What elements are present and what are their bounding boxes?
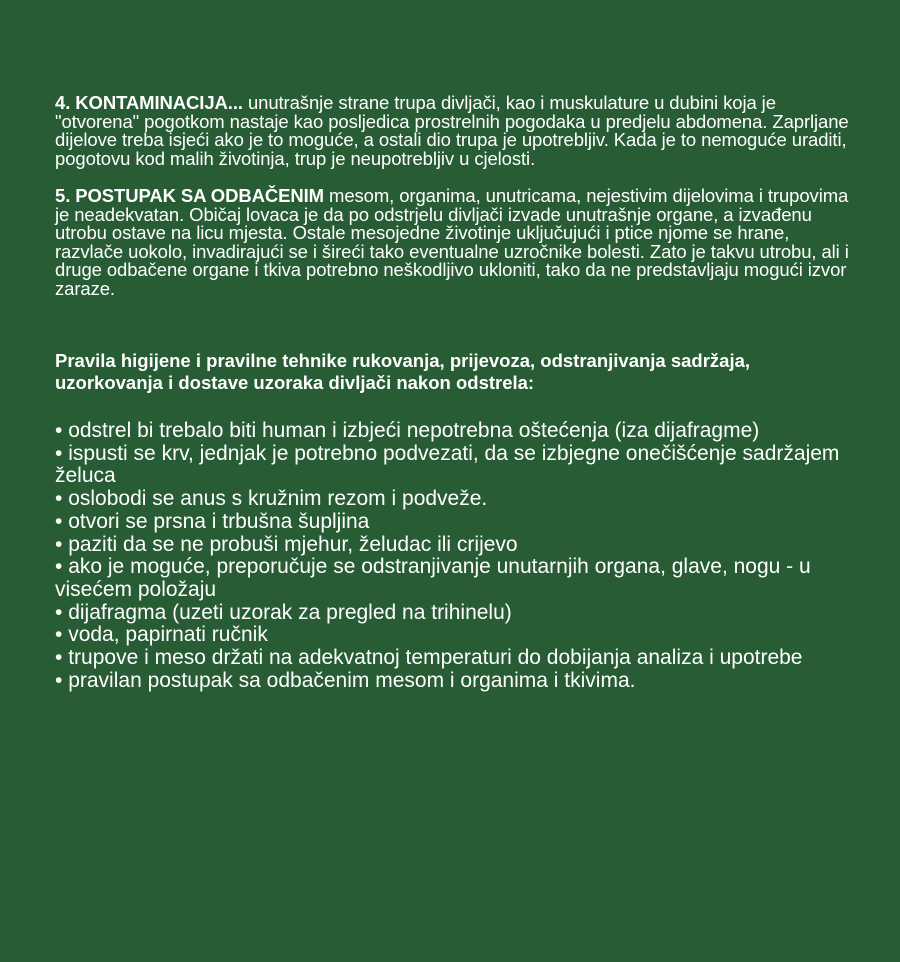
list-item-text: pravilan postupak sa odbačenim mesom i organima i tkivima.	[68, 668, 636, 692]
bullet-icon: •	[55, 419, 63, 442]
bullet-icon: •	[55, 646, 63, 670]
bullet-icon: •	[55, 555, 63, 579]
list-item	[55, 670, 855, 693]
bullet-icon: •	[55, 600, 63, 624]
hygiene-rules-list	[55, 420, 855, 692]
bullet-icon: •	[55, 441, 63, 465]
paragraph-text: mesom, organima, unutricama, nejestivim dijelovima i trupovima je neadekvatan. Običaj lovaca je da po odstrjelu divljači izvade unutrašnje organe, a izvađenu utrobu ostave na licu mjesta. Ostale mesojedne životinje uključujući i ptice njome se hrane, razvlače uokolo, invadirajući se i šireći tako eventualne uzročnike bolesti. Zato je takvu utrobu, ali i druge odbačene organe i tkiva potrebno neškodljivo ukloniti, tako da ne predstavljaju mogući izvor zaraze.	[55, 185, 849, 299]
bullet-icon: •	[55, 668, 63, 692]
paragraph-lead: 5. POSTUPAK SA ODBAČENIM	[55, 185, 324, 206]
list-item	[55, 443, 855, 488]
bullet-icon: •	[55, 487, 63, 511]
list-item-text: oslobodi se anus s kružnim rezom i podveže.	[68, 487, 488, 511]
paragraph-discarded-handling	[55, 187, 855, 298]
list-item-text: voda, papirnati ručnik	[68, 623, 268, 647]
paragraph-lead: 4. KONTAMINACIJA...	[55, 92, 243, 113]
list-item	[55, 602, 855, 625]
bullet-icon: •	[55, 623, 63, 647]
list-item-text: trupove i meso držati na adekvatnoj temperaturi do dobijanja analiza i upotrebe	[68, 646, 803, 670]
list-item	[55, 488, 855, 511]
paragraph-text: unutrašnje strane trupa divljači, kao i muskulature u dubini koja je "otvorena" pogotkom nastaje kao posljedica prostrelnih pogodaka u predjelu abdomena. Zaprljane dijelove treba isjeći ako je to moguće, a ostali dio trupa je upotrebljiv. Kada je to nemoguće uraditi, pogotovu kod malih životinja, trup je neupotrebljiv u cjelosti.	[55, 92, 849, 169]
list-item-text: odstrel bi trebalo biti human i izbjeći nepotrebna oštećenja (iza dijafragme)	[68, 419, 760, 442]
list-item	[55, 534, 855, 557]
list-item	[55, 511, 855, 534]
list-item	[55, 556, 855, 601]
list-item	[55, 420, 855, 443]
paragraph-contamination	[55, 94, 855, 168]
list-item-text: dijafragma (uzeti uzorak za pregled na trihinelu)	[68, 600, 512, 624]
section-heading: Pravila higijene i pravilne tehnike rukovanja, prijevoza, odstranjivanja sadržaja, uzorkovanja i dostave uzoraka divljači nakon odstrela:	[55, 350, 751, 393]
list-item-text: ispusti se krv, jednjak je potrebno podvezati, da se izbjegne onečišćenje sadržajem želuca	[55, 441, 840, 488]
bullet-icon: •	[55, 509, 63, 533]
bullet-icon: •	[55, 532, 63, 556]
document-body	[55, 94, 855, 692]
list-item	[55, 647, 855, 670]
list-item	[55, 624, 855, 647]
list-item-text: ako je moguće, preporučuje se odstranjivanje unutarnjih organa, glave, nogu - u visećem položaju	[55, 555, 811, 601]
list-item-text: paziti da se ne probuši mjehur, želudac ili crijevo	[68, 532, 518, 556]
list-item-text: otvori se prsna i trbušna šupljina	[68, 509, 370, 533]
